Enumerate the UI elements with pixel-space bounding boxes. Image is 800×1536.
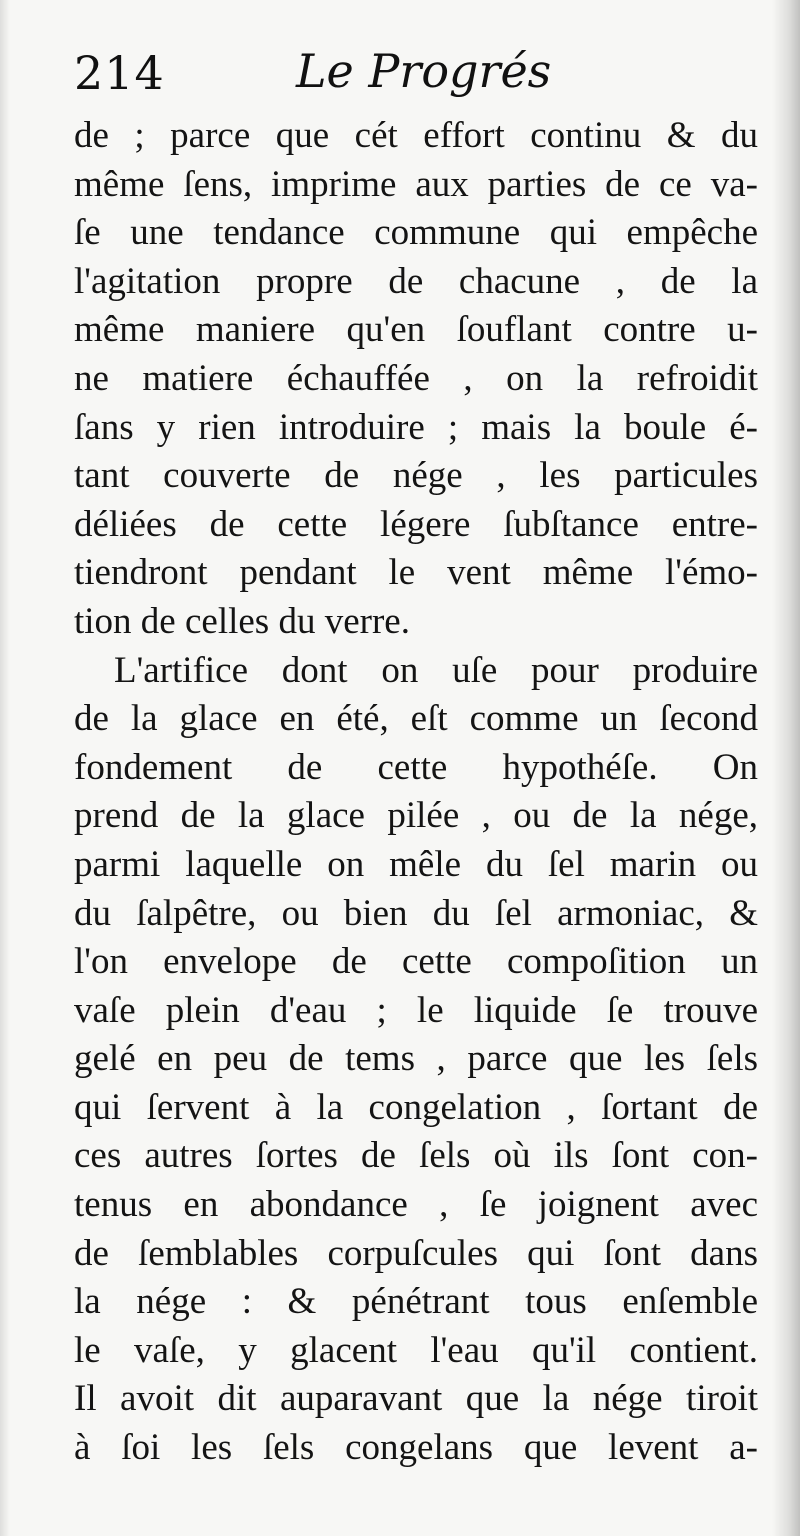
text-line: le vaſe, y glacent l'eau qu'il contient. — [74, 1329, 758, 1371]
paragraph-start-line: L'artifice dont on uſe pour produire — [114, 649, 758, 691]
text-line: de la glace en été, eſt comme un ſecond — [74, 698, 758, 740]
text-line: ces autres ſortes de ſels où ils ſont con- — [74, 1135, 758, 1177]
text-line: déliées de cette légere ſubſtance entre- — [74, 503, 758, 545]
page-gutter-shadow — [772, 0, 800, 1536]
text-line: parmi laquelle on mêle du ſel marin ou — [74, 843, 758, 885]
text-line: de ; parce que cét effort continu & du — [74, 115, 758, 156]
text-line: l'on envelope de cette compoſition un — [74, 941, 758, 983]
text-line: même maniere qu'en ſouflant contre u- — [74, 309, 758, 351]
page-header — [74, 44, 764, 104]
text-line: prend de la glace pilée , ou de la nége, — [74, 795, 758, 837]
text-line: fondement de cette hypothéſe. On — [74, 746, 758, 788]
text-line: l'agitation propre de chacune , de la — [74, 260, 758, 302]
running-title: Le Progrés — [296, 44, 552, 98]
text-line: à ſoi les ſels congelans que levent a- — [74, 1427, 758, 1469]
text-line: de ſemblables corpuſcules qui ſont dans — [74, 1232, 758, 1274]
page-left-shadow — [0, 0, 10, 1536]
paragraph-end-line: tion de celles du verre. — [74, 600, 410, 642]
text-line: tant couverte de nége , les particules — [74, 455, 758, 497]
text-line: tiendront pendant le vent même l'émo- — [74, 552, 758, 594]
text-line: même ſens, imprime aux parties de ce va- — [74, 163, 758, 205]
text-line: ne matiere échauffée , on la refroidit — [74, 357, 758, 399]
text-line: du ſalpêtre, ou bien du ſel armoniac, & — [74, 892, 758, 934]
text-line: tenus en abondance , ſe joignent avec — [74, 1184, 758, 1226]
text-line: qui ſervent à la congelation , ſortant de — [74, 1086, 758, 1128]
text-line: Il avoit dit auparavant que la nége tiroit — [74, 1378, 758, 1420]
page-number: 214 — [74, 46, 165, 100]
text-line: vaſe plein d'eau ; le liquide ſe trouve — [74, 989, 758, 1031]
text-line: ſans y rien introduire ; mais la boule é- — [74, 406, 758, 448]
text-line: gelé en peu de tems , parce que les ſels — [74, 1038, 758, 1080]
body-text — [74, 112, 758, 1473]
text-line: la nége : & pénétrant tous enſemble — [74, 1281, 758, 1323]
text-line: ſe une tendance commune qui empêche — [74, 212, 758, 254]
